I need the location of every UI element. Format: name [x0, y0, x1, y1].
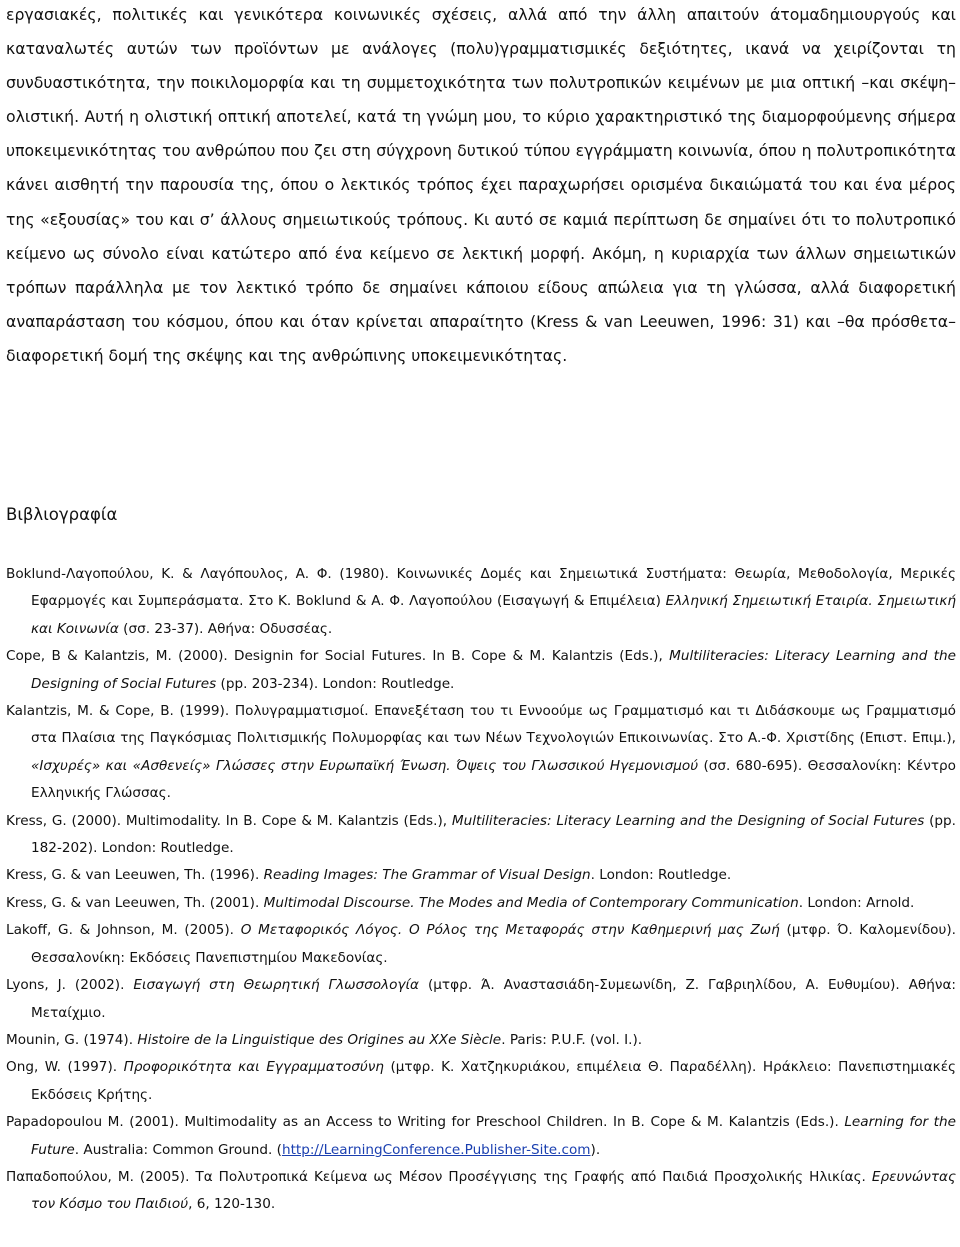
reference-item [6, 862, 956, 889]
reference-title: Multiliteracies: Literacy Learning and the Designing of Social Futures [31, 648, 956, 692]
reference-text: Ong, W. (1997). [6, 1059, 124, 1076]
reference-title: Learning for the Future [31, 1114, 956, 1158]
reference-text: . Paris: P.U.F. (vol. I.). [501, 1031, 643, 1048]
reference-text: . London: Arnold. [798, 894, 915, 911]
reference-text: Papadopoulou M. (2001). Multimodality as an Access to Writing for Preschool Children. In B. Cope & M. Kalantzis (Eds.). [6, 1114, 845, 1131]
body-line: ικανά να χειρίζονται τη συνδυαστικότητα, την ποικιλομορφία και τη συμμετοχικότητα των [6, 39, 956, 93]
reference-text: Lyons, J. (2002). [6, 977, 134, 994]
reference-link[interactable]: http://LearningConference.Publisher-Site.com [281, 1141, 591, 1158]
reference-item [6, 1054, 956, 1109]
reference-text: Kalantzis, M. & Cope, B. (1999). Πολυγραμματισμοί. Επανεξέταση του τι Εννοούμε ως Γραμματισμό και τι Διδάσκουμε ως Γραμματισμό στα Πλαίσια της Παγκόσμιας Πολιτισμικής Πολυμορφίας και των Νέων Τεχνολογιών Επικοινωνίας. Στο A.-Φ. Χριστίδης (Επιστ. Επιμ.), [6, 703, 956, 747]
reference-text: (μτφρ. Κ. Χατζηκυριάκου, επιμέλεια Θ. Παραδέλλη). Ηράκλειο: Πανεπιστημιακές Εκδόσεις Κρήτης. [31, 1059, 957, 1103]
reference-text: (μτφρ. Ά. Αναστασιάδη-Συμεωνίδη, Ζ. Γαβριηλίδου, Α. Ευθυμίου). Αθήνα: Μεταίχμιο. [31, 977, 956, 1021]
body-line: τρόπο δε σημαίνει κάποιου είδους απώλεια για τη γλώσσα, αλλά διαφορετική αναπαράσταση του [6, 277, 956, 331]
reference-item [6, 643, 956, 698]
bibliography-heading: Βιβλιογραφία [6, 505, 118, 524]
reference-title: Reading Images: The Grammar of Visual Design [263, 867, 591, 884]
body-line: πολυτροπικών κειμένων με μια οπτική –και σκέψη– ολιστική. Αυτή η ολιστική οπτική αποτελεί, κατά [6, 73, 957, 127]
reference-title: Multiliteracies: Literacy Learning and the Designing of Social Futures [451, 812, 925, 829]
reference-text: , 6, 120-130. [188, 1196, 276, 1213]
reference-text: (σσ. 680-695). Θεσσαλονίκη: Κέντρο Ελληνικής Γλώσσας. [31, 757, 956, 802]
reference-title: Histoire de la Linguistique des Origines au XXe Siècle [137, 1031, 502, 1048]
reference-text: Kress, G. (2000). Multimodality. In B. Cope & M. Kalantzis (Eds.), [6, 812, 452, 829]
reference-text: (σσ. 23-37). Αθήνα: Οδυσσέας. [118, 620, 333, 637]
reference-text: Boklund-Λαγοπούλου, K. & Λαγόπουλος, A. Φ. (1980). Κοινωνικές Δομές και Σημειωτικά Συστήματα: Θεωρία, Μεθοδολογία, Μερικές Εφαρμογές και Συμπεράσματα. Στο K. Boklund & A. Φ. Λαγοπούλου (Εισαγωγή & Επιμέλεια) [6, 566, 956, 610]
reference-text: Kress, G. & van Leeuwen, Th. (1996). [6, 867, 264, 884]
body-line: δημιουργούς και καταναλωτές αυτών των προϊόντων με ανάλογες (πολυ)γραμματισμικές δεξιότητες, [6, 5, 956, 59]
reference-text: (pp. 182-202). London: Routledge. [31, 812, 956, 857]
reference-text: . London: Routledge. [590, 867, 732, 884]
body-line: περίπτωση δε σημαίνει ότι το πολυτροπικό κείμενο ως σύνολο είναι κατώτερο από ένα κείμενο σε [6, 209, 956, 263]
body-line: διαφορετική δομή της σκέψης και της ανθρώπινης υποκειμενικότητας. [6, 345, 568, 365]
reference-title: Ο Μεταφορικός Λόγος. Ο Ρόλος της Μεταφοράς στην Καθημερινή μας Ζωή [240, 922, 780, 939]
reference-item [6, 972, 956, 1027]
reference-title: Multimodal Discourse. The Modes and Media of Contemporary Communication [263, 894, 799, 911]
reference-title: Ελληνική Σημειωτική Εταιρία. Σημειωτική και Κοινωνία [31, 593, 956, 637]
reference-text: Παπαδοπούλου, Μ. (2005). Τα Πολυτροπικά Κείμενα ως Μέσον Προσέγγισης της Γραφής από Παιδιά Προσχολικής Ηλικίας. [6, 1168, 872, 1185]
reference-text: ). [590, 1141, 601, 1158]
reference-item [6, 698, 956, 808]
reference-text: Cope, B & Kalantzis, M. (2000). Designin for Social Futures. In B. Cope & M. Kalantzis (Eds.), [6, 648, 670, 665]
reference-item [6, 917, 956, 972]
reference-title: Προφορικότητα και Εγγραμματοσύνη [123, 1059, 384, 1076]
body-paragraph [6, 0, 956, 373]
reference-item [6, 561, 956, 643]
reference-text: Kress, G. & van Leeuwen, Th. (2001). [6, 894, 264, 911]
reference-title: Εισαγωγή στη Θεωρητική Γλωσσολογία [133, 977, 420, 994]
reference-text: . Australia: Common Ground. ( [74, 1141, 282, 1158]
reference-list [6, 561, 956, 1219]
body-line: κάνει αισθητή την παρουσία της, όπου ο λεκτικός τρόπος έχει παραχωρήσει ορισμένα δικαιώματά [6, 175, 809, 195]
body-line: εργασιακές, πολιτικές και γενικότερα κοινωνικές σχέσεις, αλλά από την άλλη απαιτούν άτομα [6, 5, 820, 24]
reference-item [6, 890, 956, 917]
reference-item [6, 1164, 956, 1219]
body-line: ανθρώπου που ζει στη σύγχρονη δυτικού τύπου εγγράμματη κοινωνία, όπου η πολυτροπικότητα [195, 141, 956, 161]
reference-item [6, 808, 956, 863]
reference-title: Ερευνώντας τον Κόσμο του Παιδιού [31, 1168, 956, 1213]
body-line: του και ένα μέρος της «εξουσίας» του και σ’ άλλους σημειωτικούς τρόπους. Κι αυτό σε καμιά [6, 175, 957, 229]
body-line: λεκτική μορφή. Ακόμη, η κυριαρχία των άλλων σημειωτικών τρόπων παράλληλα με τον λεκτικό [6, 243, 956, 297]
body-line: τη γνώμη μου, το κύριο χαρακτηριστικό της διαμορφούμενης σήμερα υποκειμενικότητας του [6, 107, 956, 161]
reference-text: (μτφρ. Ό. Καλομενίδου). Θεσσαλονίκη: Εκδόσεις Πανεπιστημίου Μακεδονίας. [31, 922, 956, 966]
body-line: κόσμου, όπου και όταν κρίνεται απαραίτητο (Kress & van Leeuwen, 1996: 31) και –θα πρόσθετα– [166, 311, 956, 331]
reference-item [6, 1027, 956, 1054]
reference-text: (pp. 203-234). London: Routledge. [216, 675, 455, 692]
reference-text: Mounin, G. (1974). [6, 1031, 138, 1048]
reference-text: Lakoff, G. & Johnson, M. (2005). [6, 922, 241, 939]
reference-item [6, 1109, 956, 1164]
reference-title: «Ισχυρές» και «Ασθενείς» Γλώσσες στην Ευρωπαϊκή Ένωση. Όψεις του Γλωσσικού Ηγεμονισμού [31, 757, 699, 774]
